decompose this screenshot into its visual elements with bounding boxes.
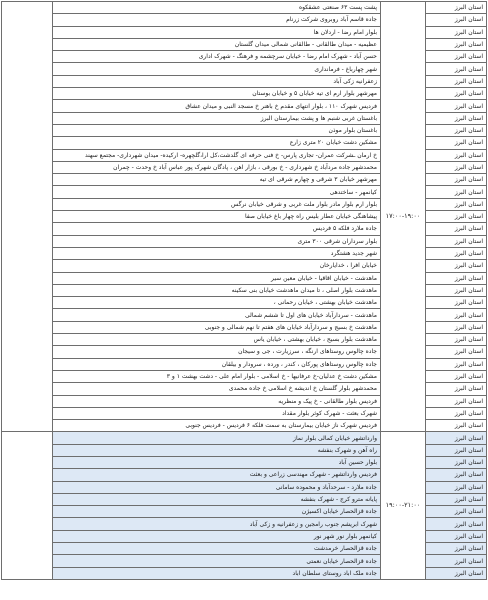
province-cell: استان البرز (426, 321, 487, 333)
province-cell: استان البرز (426, 543, 487, 555)
province-cell: استان البرز (426, 456, 487, 468)
area-cell: وارداتشهر خیابان کمالی بلوار نماز (53, 432, 381, 444)
province-cell: استان البرز (426, 260, 487, 272)
area-cell: باغستان بلوار موذن (53, 124, 381, 136)
area-cell: شهرک بعثت - شهرک کوثر بلوار مقداد (53, 407, 381, 419)
area-cell: باغستان غربی شنبم ها و پشت بیمارستان البرز (53, 112, 381, 124)
area-cell: کیانمهر - ساختدهی (53, 186, 381, 198)
area-cell: پیشاهنگی خیابان عطار بلیس راه چهار باغ خیابان صفا (53, 211, 381, 223)
area-cell: کیانمهر بلوار نور شهر نور (53, 530, 381, 542)
area-cell: پایانه مترو کرج - شهرک بنفشه (53, 493, 381, 505)
province-cell: استان البرز (426, 161, 487, 173)
province-cell: استان البرز (426, 38, 487, 50)
area-cell: راه آهن و شهرک بنفشه (53, 444, 381, 456)
table-row (2, 432, 487, 444)
province-cell: استان البرز (426, 420, 487, 432)
province-cell: استان البرز (426, 14, 487, 26)
province-cell: استان البرز (426, 358, 487, 370)
province-cell: استان البرز (426, 334, 487, 346)
area-cell: مهرشهر خیابان ۳ شرقی و چهارم شرقی ای تیه (53, 174, 381, 186)
province-cell: استان البرز (426, 284, 487, 296)
area-cell: جاده چالوس روستاهای ارنگه ، سرزیارت ، جی و سیجان (53, 346, 381, 358)
province-cell: استان البرز (426, 506, 487, 518)
area-cell: بلوار امام رضا - اردلان ها (53, 26, 381, 38)
province-cell: استان البرز (426, 407, 487, 419)
province-cell: استان البرز (426, 567, 487, 579)
province-cell: استان البرز (426, 272, 487, 284)
province-cell: استان البرز (426, 26, 487, 38)
province-cell: استان البرز (426, 469, 487, 481)
province-cell: استان البرز (426, 75, 487, 87)
area-cell: جاده ملارد - سرحدآباد و محموده سامانی (53, 481, 381, 493)
province-cell: استان البرز (426, 100, 487, 112)
province-cell: استان البرز (426, 2, 487, 14)
province-cell: استان البرز (426, 444, 487, 456)
province-cell: استان البرز (426, 211, 487, 223)
province-cell: استان البرز (426, 432, 487, 444)
area-cell: ماهدشت خ بسیج و سردارآباد خیابان های هفتم تا نهم شمالی و جنوبی (53, 321, 381, 333)
province-cell: استان البرز (426, 297, 487, 309)
province-cell: استان البرز (426, 112, 487, 124)
area-cell: شهر چهارباغ - فرمانداری (53, 63, 381, 75)
province-cell: استان البرز (426, 88, 487, 100)
province-cell: استان البرز (426, 149, 487, 161)
area-cell: پشت پست ۶۳ صنعتی عشقکوه (53, 2, 381, 14)
province-cell: استان البرز (426, 481, 487, 493)
province-cell: استان البرز (426, 124, 487, 136)
area-cell: مشکین دشت خ عدلیان-خ عرفانیها - خ اسلامی - بلوار امام علی - دشت بهشت ۱ و ۳ (53, 370, 381, 382)
province-cell: استان البرز (426, 518, 487, 530)
area-cell: شهرک ابریشم جنوب رامجین و زعفرانیه و زکی آباد (53, 518, 381, 530)
province-cell: استان البرز (426, 383, 487, 395)
area-cell: جاده قزالحصار خیابان اکسیژن (53, 506, 381, 518)
area-cell: جاده قاسم آباد روبروی شرکت زرنام (53, 14, 381, 26)
empty-column-cell (2, 2, 53, 432)
province-cell: استان البرز (426, 247, 487, 259)
area-cell: عظیمیه - میدان طالقانی - طالقانی شمالی میدان گلستان (53, 38, 381, 50)
area-cell: بلوار سرداران شرقی ۳۰۰ متری (53, 235, 381, 247)
time-range-cell: ۱۹:۰۰-۲۱:۰۰ (381, 432, 426, 580)
area-cell: جاده چالوس روستاهای پورکان ، کندر ، ورده ، سرودار و بیلقان (53, 358, 381, 370)
province-cell: استان البرز (426, 198, 487, 210)
area-cell: جاده قزالحصار خرمدشت (53, 543, 381, 555)
area-cell: ماهدشت بلوار بسیج ، خیابان بهشتی ، خیابان یاس (53, 334, 381, 346)
empty-column-cell (2, 432, 53, 580)
outage-schedule-table (1, 1, 487, 580)
area-cell: جاده قزالحصار خیابان نعمتی (53, 555, 381, 567)
area-cell: زعفرانیه زکی آباد (53, 75, 381, 87)
province-cell: استان البرز (426, 530, 487, 542)
province-cell: استان البرز (426, 51, 487, 63)
table-row (2, 2, 487, 14)
province-cell: استان البرز (426, 309, 487, 321)
area-cell: جاده ملارد فلکه ۵ فردیس (53, 223, 381, 235)
area-cell: حسن آباد - شهرک امام رضا - خیابان سرچشمه و فرهنگ - شهرک اداری (53, 51, 381, 63)
area-cell: مهرشهر بلوار ارم ای تیه خیابان ۵ و خیابان بوستان (53, 88, 381, 100)
province-cell: استان البرز (426, 186, 487, 198)
province-cell: استان البرز (426, 63, 487, 75)
area-cell: بلوار حسین آباد (53, 456, 381, 468)
area-cell: فردیس وارداتشهر - شهرک مهندسی زراعی و بعثت (53, 469, 381, 481)
province-cell: استان البرز (426, 346, 487, 358)
area-cell: مشکین دشت خیابان ۲۰ متری زارع (53, 137, 381, 149)
area-cell: خ ارمان ـشرکت عمران- تجاری پارس- خ فنی حرفه ای گلدشت،کل ارا،گلچهره- ارکیده- میدان شهرداری- مجتمع سهند (53, 149, 381, 161)
province-cell: استان البرز (426, 395, 487, 407)
province-cell: استان البرز (426, 493, 487, 505)
area-cell: ماهدشت خیابان بهشتی ، خیابان رحمانی ، (53, 297, 381, 309)
province-cell: استان البرز (426, 555, 487, 567)
time-range-cell: ۱۷:۰۰-۱۹:۰۰ (381, 2, 426, 432)
province-cell: استان البرز (426, 370, 487, 382)
area-cell: ماهدشت - سردارآباد خیابان های اول تا ششم شمالی (53, 309, 381, 321)
area-cell: فردیس بلوار طالقانی - خ پیک و منظریه (53, 395, 381, 407)
area-cell: خیابان افرا ، خدایارخان (53, 260, 381, 272)
area-cell: ماهدشت بلوار اصلی ، تا میدان ماهدشت خیابان بنی سکینه (53, 284, 381, 296)
area-cell: ماهدشت - خیابان اقاقیا - خیابان معین سیر (53, 272, 381, 284)
province-cell: استان البرز (426, 137, 487, 149)
area-cell: فردیس شهرک ۱۱۰ ، بلوار انتهای مقدم خ باهنر خ مسجد النبی و میدان عشاق (53, 100, 381, 112)
province-cell: استان البرز (426, 174, 487, 186)
area-cell: شهر جدید هشتگرد (53, 247, 381, 259)
area-cell: محمدشهر جاده مردآباد خ شهرداری - خ بورقی ، بازار اهن ، پادگان شهرک پور عباس آباد خ وحدت - چمران (53, 161, 381, 173)
province-cell: استان البرز (426, 235, 487, 247)
province-cell: استان البرز (426, 223, 487, 235)
area-cell: محمدشهر بلوار گلستان خ اندیشه خ اسلامی خ جاده محمدی (53, 383, 381, 395)
area-cell: فردیس شهرک ناز خیابان بیمارستان به سمت فلکه ۶ فردیس - فردیس جنوبی (53, 420, 381, 432)
area-cell: جاده ملک اباد روستای سلطان اباد (53, 567, 381, 579)
schedule-body (2, 2, 487, 580)
area-cell: بلوار ارم بلوار مادر بلوار ملت غربی و شرقی خیابان نرگس (53, 198, 381, 210)
